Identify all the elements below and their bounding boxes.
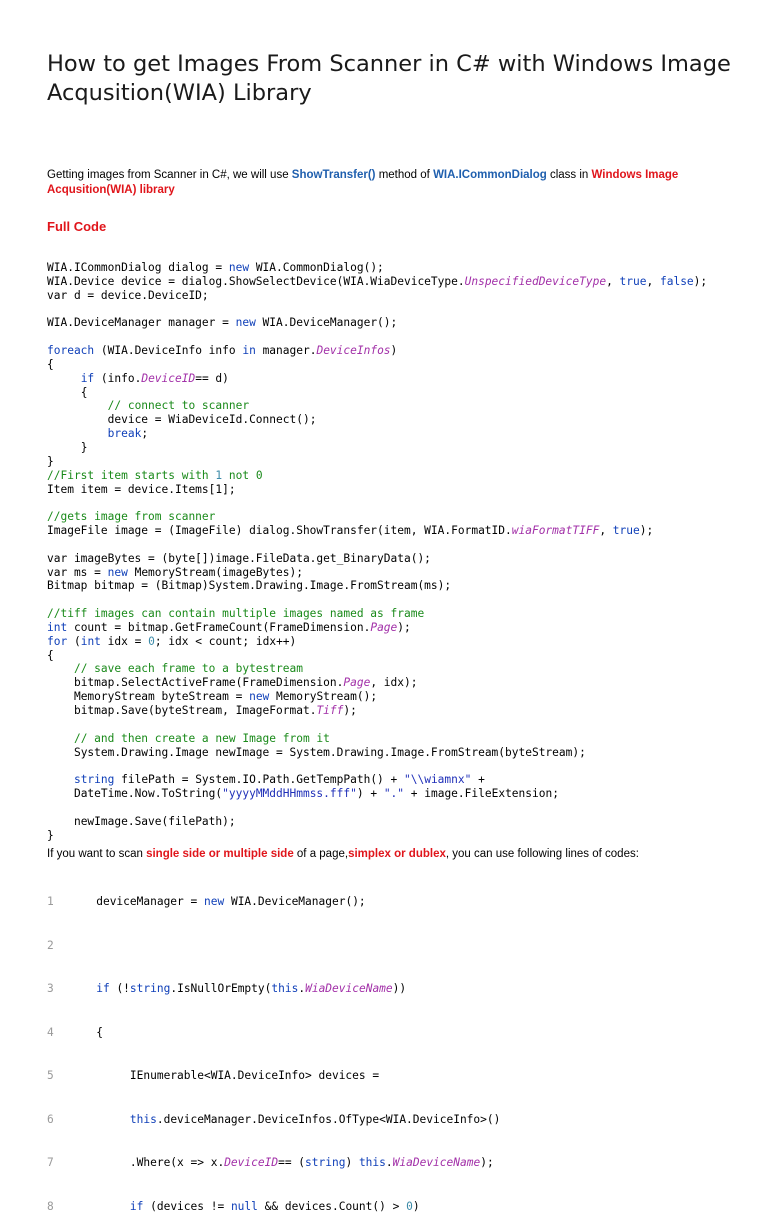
code-line: bitmap.SelectActiveFrame(FrameDimension.Page, idx); [73,676,418,690]
code-line: var d = device.DeviceID; [47,288,209,302]
code-line [47,330,707,344]
code-line: // connect to scanner [107,399,250,413]
line-number: 6 [47,1112,54,1126]
code-line [47,718,707,732]
code-line: { [47,648,54,662]
code-line: 6 this.deviceManager.DeviceInfos.OfType<WIA.DeviceInfo>() [47,1112,501,1126]
code-line: System.Drawing.Image newImage = System.Drawing.Image.FromStream(byteStream); [73,745,586,759]
code-line [47,496,707,510]
code-line: if (info.DeviceID== d) [80,371,229,385]
line-number: 2 [47,938,54,952]
code-line: // save each frame to a bytestream [73,662,303,676]
code-line: 1 deviceManager = new WIA.DeviceManager(); [47,895,366,908]
code-line: bitmap.Save(byteStream, ImageFormat.Tiff); [73,704,357,717]
code-block-full [47,261,707,842]
code-line: DateTime.Now.ToString("yyyyMMddHHmmss.fff") + "." + image.FileExtension; [73,787,559,801]
code-line: ImageFile image = (ImageFile) dialog.ShowTransfer(item, WIA.FormatID.wiaFormatTIFF, true); [47,524,654,538]
code-line: } [80,440,88,454]
line-number: 7 [47,1156,54,1169]
code-line: int count = bitmap.GetFrameCount(FrameDimension.Page); [47,620,411,634]
note-paragraph: If you want to scan single side or multiple side of a page,simplex or dublex, you can use following lines of codes: [47,848,639,860]
code-line: newImage.Save(filePath); [73,814,236,828]
code-line: 5 IEnumerable<WIA.DeviceInfo> devices = [47,1069,380,1082]
intro-paragraph: Getting images from Scanner in C#, we will use ShowTransfer() method of WIA.ICommonDialog class in Windows Image Acqusition(WIA) library [47,169,679,196]
line-number: 3 [47,982,54,995]
code-line: } [47,828,54,842]
line-number: 8 [47,1199,54,1213]
code-line: 7 .Where(x => x.DeviceID== (string) this.WiaDeviceName); [47,1156,494,1169]
code-line: WIA.Device device = dialog.ShowSelectDevice(WIA.WiaDeviceType.UnspecifiedDeviceType, true, false); [47,274,708,288]
code-line: foreach (WIA.DeviceInfo info in manager.DeviceInfos) [47,344,398,358]
code-line: // and then create a new Image from it [73,731,330,745]
code-line: break; [107,427,149,441]
code-line: 3 if (!string.IsNullOrEmpty(this.WiaDeviceName)) [47,982,407,995]
code-line: WIA.ICommonDialog dialog = new WIA.CommonDialog(); [47,261,384,274]
code-line: //tiff images can contain multiple images named as frame [47,607,425,621]
page-title: How to get Images From Scanner in C# with Windows Image Acqusition(WIA) Library [47,51,731,106]
code-block-numbered [47,866,500,1229]
code-line: device = WiaDeviceId.Connect(); [107,413,317,427]
code-line: { [80,385,88,399]
code-line: } [47,454,54,468]
code-line: 8 if (devices != null && devices.Count() > 0) [47,1199,420,1213]
code-line [47,538,707,552]
code-line: string filePath = System.IO.Path.GetTempPath() + "\\wiamnx" + [73,773,485,787]
line-number: 4 [47,1025,54,1039]
section-heading: Full Code [47,219,107,234]
class-link: WIA.ICommonDialog [433,169,547,181]
code-line: for (int idx = 0; idx < count; idx++) [47,634,297,648]
code-line: Item item = device.Items[1]; [47,482,236,496]
code-line: Bitmap bitmap = (Bitmap)System.Drawing.Image.FromStream(ms); [47,579,452,593]
code-line: MemoryStream byteStream = new MemoryStream(); [73,690,378,704]
library-link: Windows Image Acqusition(WIA) library [47,169,679,196]
code-line [47,939,500,954]
code-line [47,801,707,815]
code-line [47,593,707,607]
code-line [47,303,707,317]
line-number: 5 [47,1069,54,1082]
code-line: var ms = new MemoryStream(imageBytes); [47,565,303,579]
code-line [47,759,707,773]
code-line: 4 { [47,1025,103,1039]
code-line: WIA.DeviceManager manager = new WIA.DeviceManager(); [47,316,398,330]
line-number: 1 [47,895,54,908]
code-line: //gets image from scanner [47,510,216,524]
method-link: ShowTransfer() [291,169,376,181]
code-line: //First item starts with 1 not 0 [47,468,263,482]
code-line: { [47,357,54,371]
code-line: var imageBytes = (byte[])image.FileData.get_BinaryData(); [47,551,431,565]
